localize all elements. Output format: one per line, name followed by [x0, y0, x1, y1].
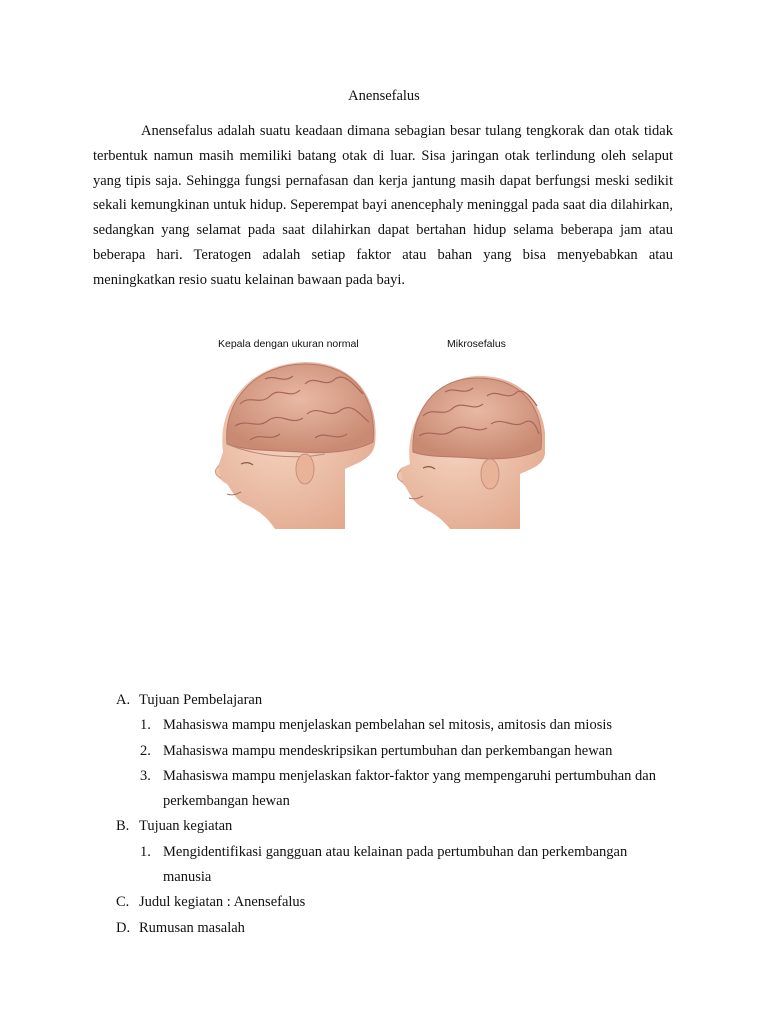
- list-item-text: Mahasiswa mampu menjelaskan pembelahan sel mitosis, amitosis dan miosis: [163, 717, 613, 734]
- list-item-text: Mengidentifikasi gangguan atau kelainan pada pertumbuhan dan perkembangan manusia: [163, 843, 628, 886]
- outline-item-c: [116, 890, 676, 915]
- list-item-text: Mahasiswa mampu mendeskripsikan pertumbuhan dan perkembangan hewan: [163, 742, 613, 759]
- intro-paragraph: Anensefalus adalah suatu keadaan dimana sebagian besar tulang tengkorak dan otak tidak terbentuk namun masih memiliki batang otak di luar. Sisa jaringan otak terlindung oleh selaput yang tipis saja. Sehingga fungsi pernafasan dan kerja jantung masih dapat berfungsi meski sedikit sekali kemungkinan untuk hidup. Seperempat bayi anencephaly meninggal pada saat dia dilahirkan, sedangkan yang selamat pada saat dilahirkan dapat bertahan hidup selama beberapa jam atau beberapa hari. Teratogen adalah setiap faktor atau bahan yang bisa menyebabkan atau meningkatkan resio suatu kelainan bawaan pada bayi.: [93, 123, 673, 288]
- microcephaly-head-drawing: [397, 376, 545, 529]
- page-title: Anensefalus: [348, 88, 420, 104]
- microcephaly-label: Mikrosefalus: [447, 338, 506, 350]
- list-item-text: Mahasiswa mampu menjelaskan faktor-faktor yang mempengaruhi pertumbuhan dan perkembangan hewan: [163, 767, 656, 810]
- outline-marker: A.: [116, 692, 131, 708]
- outline-heading: Judul kegiatan : Anensefalus: [139, 894, 306, 911]
- list-item: [140, 764, 676, 815]
- list-marker: 3.: [140, 767, 151, 784]
- outline-list: [116, 688, 676, 941]
- list-marker: 1.: [140, 717, 151, 734]
- normal-head-drawing: [215, 362, 375, 529]
- outline-marker: C.: [116, 894, 130, 911]
- head-illustration: [205, 334, 545, 534]
- outline-a-subitems: [116, 713, 676, 814]
- outline-heading: Tujuan kegiatan: [139, 818, 233, 835]
- outline-item-a: [116, 688, 676, 713]
- outline-item-d: [116, 916, 676, 941]
- outline-item-b: [116, 814, 676, 839]
- list-marker: 2.: [140, 742, 151, 759]
- list-marker: 1.: [140, 843, 151, 860]
- list-item: [140, 840, 676, 891]
- list-item: [140, 739, 676, 764]
- normal-head-label: Kepala dengan ukuran normal: [218, 338, 359, 350]
- list-item: [140, 713, 676, 738]
- outline-heading: Tujuan Pembelajaran: [139, 692, 263, 708]
- outline-heading: Rumusan masalah: [139, 919, 245, 936]
- outline-b-subitems: [116, 840, 676, 891]
- head-comparison-figure: [205, 334, 545, 534]
- outline-marker: B.: [116, 818, 130, 835]
- outline-marker: D.: [116, 919, 131, 936]
